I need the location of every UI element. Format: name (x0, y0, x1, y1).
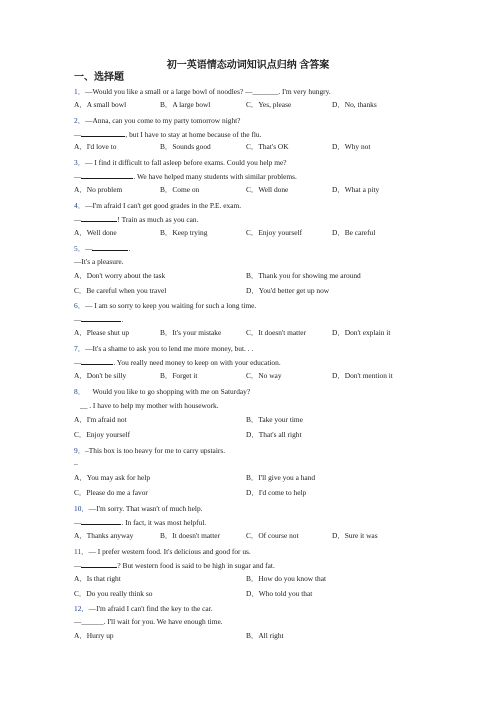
option-a[interactable]: A．You may ask for help (74, 473, 151, 482)
question-7-stem: 7．—It's a shame to ask you to lend me more money, but. . . (74, 344, 254, 353)
answer-blank[interactable] (81, 214, 117, 222)
section-heading: 一、选择题 (74, 72, 124, 83)
answer-blank[interactable] (81, 560, 117, 568)
option-d[interactable]: D．Don't explain it (332, 328, 391, 337)
option-d[interactable]: D．Who told you that (246, 589, 313, 598)
question-8-stem: 8． Would you like to go shopping with me on Saturday? (74, 387, 251, 396)
question-10-stem: 10．—I'm sorry. That wasn't of much help. (74, 504, 203, 513)
option-b[interactable]: B．I'll give you a hand (246, 473, 316, 482)
question-3-stem: 3．— I find it difficult to fall asleep before exams. Could you help me? (74, 158, 287, 167)
option-c[interactable]: C．Yes, please (246, 100, 292, 109)
option-a[interactable]: A．Well done (74, 228, 117, 237)
answer-blank[interactable] (92, 243, 128, 251)
option-a[interactable]: A．Hurry up (74, 631, 114, 640)
question-4-stem: 4．—I'm afraid I can't get good grades in the P.E. exam. (74, 201, 242, 210)
option-c[interactable]: C．Enjoy yourself (246, 228, 303, 237)
question-2-reply: — , but I have to stay at home because of the flu. (74, 130, 262, 139)
option-b[interactable]: B．Keep trying (160, 228, 208, 237)
option-c[interactable]: C．Of course not (246, 531, 299, 540)
question-5-stem: 5．— . (74, 244, 131, 253)
question-4-reply: — ! Train as much as you can. (74, 215, 199, 224)
option-a[interactable]: A．Please shut up (74, 328, 130, 337)
option-d[interactable]: D．No, thanks (332, 100, 377, 109)
question-5-reply: —It's a pleasure. (74, 257, 124, 266)
option-b[interactable]: B．A large bowl (160, 100, 211, 109)
question-10-reply: — . In fact, it was most helpful. (74, 518, 207, 527)
answer-blank[interactable] (81, 171, 133, 179)
answer-blank[interactable] (81, 129, 125, 137)
option-c[interactable]: C．Be careful when you travel (74, 286, 167, 295)
question-6-reply: — . (74, 315, 124, 324)
option-d[interactable]: D．Don't mention it (332, 371, 393, 380)
option-b[interactable]: B．Forget it (160, 371, 198, 380)
option-b[interactable]: B．It doesn't matter (160, 531, 221, 540)
question-12-stem: 12．—I'm afraid I can't find the key to the car. (74, 604, 213, 613)
question-1-stem: 1．—Would you like a small or a large bowl of noodles? —_______. I'm very hungry. (74, 87, 331, 96)
option-b[interactable]: B．Sounds good (160, 142, 211, 151)
option-b[interactable]: B．How do you know that (246, 574, 327, 583)
option-d[interactable]: D．Be careful (332, 228, 376, 237)
answer-blank[interactable] (81, 357, 113, 365)
answer-blank[interactable] (81, 517, 121, 525)
question-3-reply: — . We have helped many students with similar problems. (74, 172, 297, 181)
option-c[interactable]: C．Please do me a favor (74, 488, 148, 497)
question-8-reply: __ . I have to help my mother with housework. (80, 401, 219, 410)
question-12-reply: —______. I'll wait for you. We have enough time. (74, 617, 223, 626)
question-11-stem: 11．— I prefer western food. It's delicious and good for us. (74, 547, 251, 556)
answer-blank[interactable] (81, 314, 121, 322)
option-a[interactable]: A．No problem (74, 185, 123, 194)
option-a[interactable]: A．A small bowl (74, 100, 127, 109)
option-c[interactable]: C．It doesn't matter (246, 328, 307, 337)
option-d[interactable]: D．Sure it was (332, 531, 378, 540)
option-b[interactable]: B．All right (246, 631, 284, 640)
question-6-stem: 6．— I am so sorry to keep you waiting for such a long time. (74, 301, 257, 310)
option-b[interactable]: B．Take your time (246, 415, 303, 424)
option-a[interactable]: A．I'd love to (74, 142, 117, 151)
option-d[interactable]: D．Why not (332, 142, 371, 151)
option-c[interactable]: C．No way (246, 371, 282, 380)
option-c[interactable]: C．Do you really think so (74, 589, 153, 598)
option-a[interactable]: A．Thanks anyway (74, 531, 134, 540)
option-a[interactable]: A．Don't be silly (74, 371, 127, 380)
question-9-stem: 9．–This box is too heavy for me to carry upstairs. (74, 446, 226, 455)
option-a[interactable]: A．Is that right (74, 574, 121, 583)
option-a[interactable]: A．Don't worry about the task (74, 271, 166, 280)
option-d[interactable]: D．You'd better get up now (246, 286, 330, 295)
question-2-stem: 2．—Anna, can you come to my party tomorrow night? (74, 116, 241, 125)
question-7-reply: — . You really need money to keep on with your education. (74, 358, 281, 367)
option-d[interactable]: D．I'd come to help (246, 488, 307, 497)
question-11-reply: — ? But western food is said to be high in sugar and fat. (74, 561, 275, 570)
option-b[interactable]: B．It's your mistake (160, 328, 222, 337)
option-d[interactable]: D．That's all right (246, 430, 302, 439)
option-c[interactable]: C．That's OK (246, 142, 289, 151)
option-a[interactable]: A．I'm afraid not (74, 415, 127, 424)
document-title: 初一英语情态动词知识点归纳 含答案 (166, 60, 330, 71)
option-d[interactable]: D．What a pity (332, 185, 380, 194)
option-c[interactable]: C．Enjoy yourself (74, 430, 131, 439)
option-c[interactable]: C．Well done (246, 185, 289, 194)
question-9-reply: – (74, 459, 78, 468)
option-b[interactable]: B．Come on (160, 185, 200, 194)
option-b[interactable]: B．Thank you for showing me around (246, 271, 361, 280)
